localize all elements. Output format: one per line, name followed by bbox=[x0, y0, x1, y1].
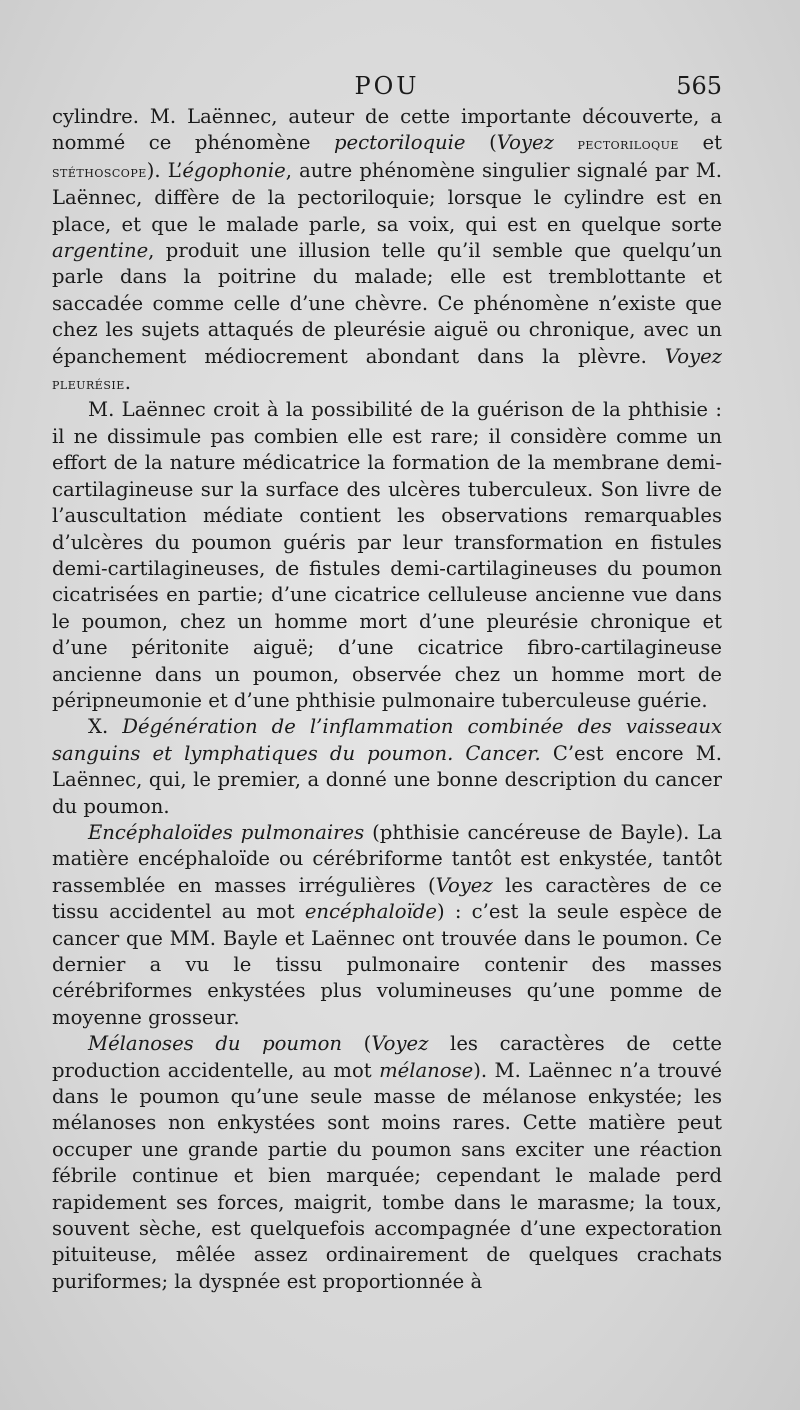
page-number: 565 bbox=[676, 72, 722, 100]
cross-reference: pleurésie bbox=[52, 375, 125, 394]
page-header bbox=[52, 72, 722, 102]
cross-reference: stéthoscope bbox=[52, 162, 147, 181]
paragraph-1: cylindre. M. Laënnec, auteur de cette importante découverte, a nommé ce phénomène pectoriloquie (Voyez pectoriloque et stéthoscope). L’égophonie, autre phénomène singulier signalé par M. Laënnec, diffère de la pectoriloquie; lorsque le cylindre est en place, et que le malade parle, sa voix, qui est en quelque sorte argentine, produit une illusion telle qu’il semble que quelqu’un parle dans la poitrine du malade; elle est tremblottante et saccadée comme celle d’une chèvre. Ce phénomène n’existe que chez les sujets attaqués de pleurésie aiguë ou chronique, avec un épanchement médiocrement abondant dans la plèvre. Voyez pleurésie. bbox=[52, 105, 722, 395]
paragraph-3: X. Dégénération de l’inflammation combinée des vaisseaux sanguins et lymphatiques du poumon. Cancer. C’est encore M. Laënnec, qui, le premier, a donné une bonne description du cancer du poumon. bbox=[52, 715, 723, 818]
paragraph-2: M. Laënnec croit à la possibilité de la guérison de la phthisie : il ne dissimule pas combien elle est rare; il considère comme un effort de la nature médicatrice la formation de la membrane demi-cartilagineuse sur la surface des ulcères tuberculeux. Son livre de l’auscultation médiate contient les observations remarquables d’ulcères du poumon guéris par leur transformation en fistules demi-cartilagineuses, de fistules demi-cartilagineuses du poumon cicatrisées en partie; d’une cicatrice celluleuse ancienne vue dans le poumon, chez un homme mort d’une pleurésie chronique et d’une péritonite aiguë; d’une cicatrice fibro-cartilagineuse ancienne dans un poumon, observée chez un homme mort de péripneumonie et d’une phthisie pulmonaire tuberculeuse guérie. bbox=[52, 398, 722, 712]
paragraph-5: Mélanoses du poumon (Voyez les caractères de cette production accidentelle, au mot mélanose). M. Laënnec n’a trouvé dans le poumon qu’une seule masse de mélanose enkystée; les mélanoses non enkystées sont moins rares. Cette matière peut occuper une grande partie du poumon sans exciter une réaction fébrile continue et bien marquée; cependant le malade perd rapidement ses forces, maigrit, tombe dans le marasme; la toux, souvent sèche, est quelquefois accompagnée d’une expectoration pituiteuse, mêlée assez ordinairement de quelques crachats puriformes; la dyspnée est proportionnée à bbox=[52, 1032, 722, 1293]
paragraph-4: Encéphaloïdes pulmonaires (phthisie cancéreuse de Bayle). La matière encéphaloïde ou cérébriforme tantôt est enkystée, tantôt rassemblée en masses irrégulières (Voyez les caractères de ce tissu accidentel au mot encéphaloïde) : c’est la seule espèce de cancer que MM. Bayle et Laënnec ont trouvée dans le poumon. Ce dernier a vu le tissu pulmonaire contenir des masses cérébriformes enkystées plus volumineuses qu’une pomme de moyenne grosseur. bbox=[52, 820, 722, 1029]
running-head: POU bbox=[354, 72, 420, 100]
cross-reference: pectoriloque bbox=[577, 135, 679, 154]
body-text bbox=[52, 104, 722, 1295]
